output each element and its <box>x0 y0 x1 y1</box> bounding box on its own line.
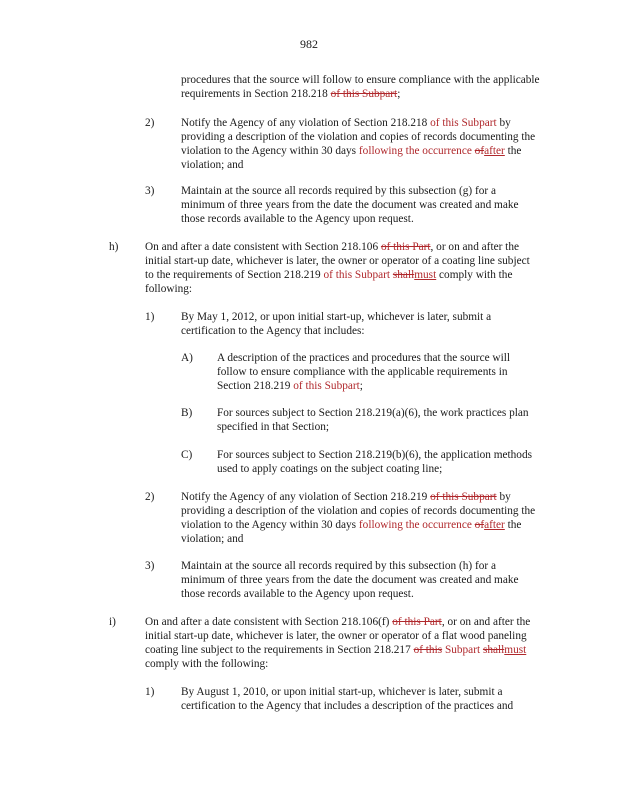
subitem-h1A: A description of the practices and procedures that the source will follow to ensure compliance with the applicable requirements in Section 218.219 of this Subpart; <box>217 352 510 392</box>
intro-continuation: procedures that the source will follow to ensure compliance with the applicable requirements in Section 218.218 of this Subpart; <box>181 74 540 100</box>
section-label-i: i) <box>109 616 116 628</box>
deletion: of this <box>413 644 443 656</box>
item-i1: By August 1, 2010, or upon initial start-up, whichever is later, submit a certification to the Agency that includes a description of the practices and <box>181 686 514 712</box>
item-label-g3: 3) <box>145 185 155 197</box>
subitem-h1B: For sources subject to Section 218.219(a)(6), the work practices plan specified in that Section; <box>217 407 529 433</box>
deletion: shall <box>392 269 415 281</box>
deletion: of this Subpart <box>330 88 398 100</box>
item-h2: Notify the Agency of any violation of Section 218.219 of this Subpart by providing a description of the violation and copies of records documenting the violation to the Agency within 30 days following the occurrence ofafter the violation; and <box>181 491 536 545</box>
subitem-label-h1B: B) <box>181 407 193 419</box>
subitem-label-h1C: C) <box>181 449 193 461</box>
section-i: On and after a date consistent with Section 218.106(f) of this Part, or on and after the initial start-up date, whichever is later, the owner or operator of a flat wood paneling coating line subject to the requirements in Section 218.217 of this Subpart shallmust comply with the following: <box>145 616 531 670</box>
item-g2: Notify the Agency of any violation of Section 218.218 of this Subpart by providing a description of the violation and copies of records documenting the violation to the Agency within 30 days following the occurrence ofafter the violation; and <box>181 117 536 171</box>
item-label-h2: 2) <box>145 491 155 503</box>
page-number: 982 <box>300 37 318 51</box>
insertion: of this Subpart <box>293 380 360 392</box>
insertion-underlined: after <box>484 145 505 157</box>
item-h1: By May 1, 2012, or upon initial start-up, whichever is later, submit a certification to the Agency that includes: <box>181 311 492 337</box>
deletion: of <box>474 145 485 157</box>
item-g3: Maintain at the source all records required by this subsection (g) for a minimum of three years from the date the document was created and make those records available to the Agency upon request. <box>181 185 519 225</box>
item-h3: Maintain at the source all records required by this subsection (h) for a minimum of three years from the date the document was created and make those records available to the Agency upon request. <box>181 560 519 600</box>
subitem-h1C: For sources subject to Section 218.219(b)(6), the application methods used to apply coatings on the subject coating line; <box>217 449 532 475</box>
insertion: of this Subpart <box>430 117 497 129</box>
insertion-underlined: must <box>504 644 527 656</box>
deletion: of this Part <box>380 241 431 253</box>
insertion: following the occurrence <box>358 519 472 531</box>
item-label-h1: 1) <box>145 311 155 323</box>
deletion: of this Subpart <box>430 491 497 503</box>
insertion: Subpart <box>444 644 481 656</box>
insertion: following the occurrence <box>358 145 472 157</box>
insertion: of this Subpart <box>323 269 391 281</box>
section-label-h: h) <box>109 241 119 253</box>
item-label-h3: 3) <box>145 560 155 572</box>
deletion: shall <box>482 644 505 656</box>
insertion-underlined: after <box>484 519 505 531</box>
item-label-i1: 1) <box>145 686 155 698</box>
section-h: On and after a date consistent with Section 218.106 of this Part, or on and after the initial start-up date, whichever is later, the owner or operator of a coating line subject to the requirements of Section 218.219 of this Subpart shallmust comply with the following: <box>145 241 530 295</box>
insertion-underlined: must <box>414 269 437 281</box>
subitem-label-h1A: A) <box>181 352 193 364</box>
deletion: of this Part <box>392 616 442 628</box>
item-label-g2: 2) <box>145 117 155 129</box>
deletion: of <box>474 519 485 531</box>
